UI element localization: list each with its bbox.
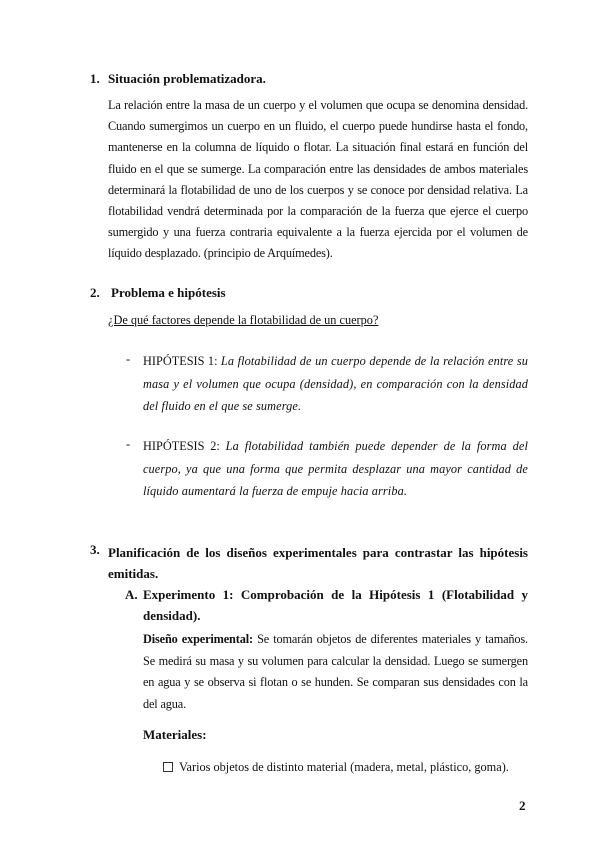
subsection-a-title-line1: Experimento 1: Comprobación de la Hipótesis 1 (Flotabilidad y [143,587,528,602]
subsection-a-letter: A. [125,587,138,602]
checkbox-icon [163,762,173,772]
research-question: ¿De qué factores depende la flotabilidad de un cuerpo? [108,313,379,327]
section-3-title-line2: emitidas. [108,566,159,581]
experimental-design-label: Diseño experimental: [143,632,253,646]
hypothesis-2-bullet: - [126,437,131,451]
hypothesis-1 [143,350,528,418]
hypothesis-1-text: La flotabilidad de un cuerpo depende de la relación entre su masa y el volumen que ocupa (densidad), en comparación con la densidad del fluido en el que se sumerge. [143,354,528,413]
hypothesis-2 [143,435,528,503]
section-2-number: 2. [90,285,100,300]
materials-item-text: Varios objetos de distinto material (madera, metal, plástico, goma). [179,760,509,774]
hypothesis-2-text: La flotabilidad también puede depender de la forma del cuerpo, ya que una forma que permita desplazar una mayor cantidad de líquido aumentará la fuerza de empuje hacia arriba. [143,439,528,498]
subsection-a-title-line2: densidad). [143,608,201,623]
experimental-design-text: Se tomarán objetos de diferentes materiales y tamaños. Se medirá su masa y su volumen para calcular la densidad. Luego se sumergen en agua y se observa si flotan o se hunden. Se comparan sus densidades con la del agua. [143,632,528,711]
hypothesis-1-label: HIPÓTESIS 1: [143,354,218,368]
hypothesis-2-label: HIPÓTESIS 2: [143,439,220,453]
section-1-paragraph: La relación entre la masa de un cuerpo y el volumen que ocupa se denomina densidad. Cuando sumergimos un cuerpo en un fluido, el cuerpo puede hundirse hasta el fondo, mantenerse en la columna de líquido o flotar. La situación final estará en función del fluido en el que se sumerge. La comparación entre las densidades de ambos materiales determinará la flotabilidad de uno de los cuerpos y se conoce por densidad relativa. La flotabilidad vendrá determinada por la comparación de la fuerza que ejerce el cuerpo sumergido y una fuerza contraria equivalente a la fuerza ejercida por el volumen de líquido desplazado. (principio de Arquímedes). [108,98,528,261]
materials-heading: Materiales: [143,727,207,742]
section-1-number: 1. [90,71,100,86]
section-1-title: Situación problematizadora. [108,71,266,86]
experimental-design [143,629,528,715]
hypothesis-1-bullet: - [126,352,131,366]
page-number: 2 [519,798,526,813]
section-3-title-line1: Planificación de los diseños experimentales para contrastar las hipótesis [108,545,528,560]
section-2-title: Problema e hipótesis [111,285,226,300]
section-3-number: 3. [90,542,100,557]
materials-item [163,760,509,775]
